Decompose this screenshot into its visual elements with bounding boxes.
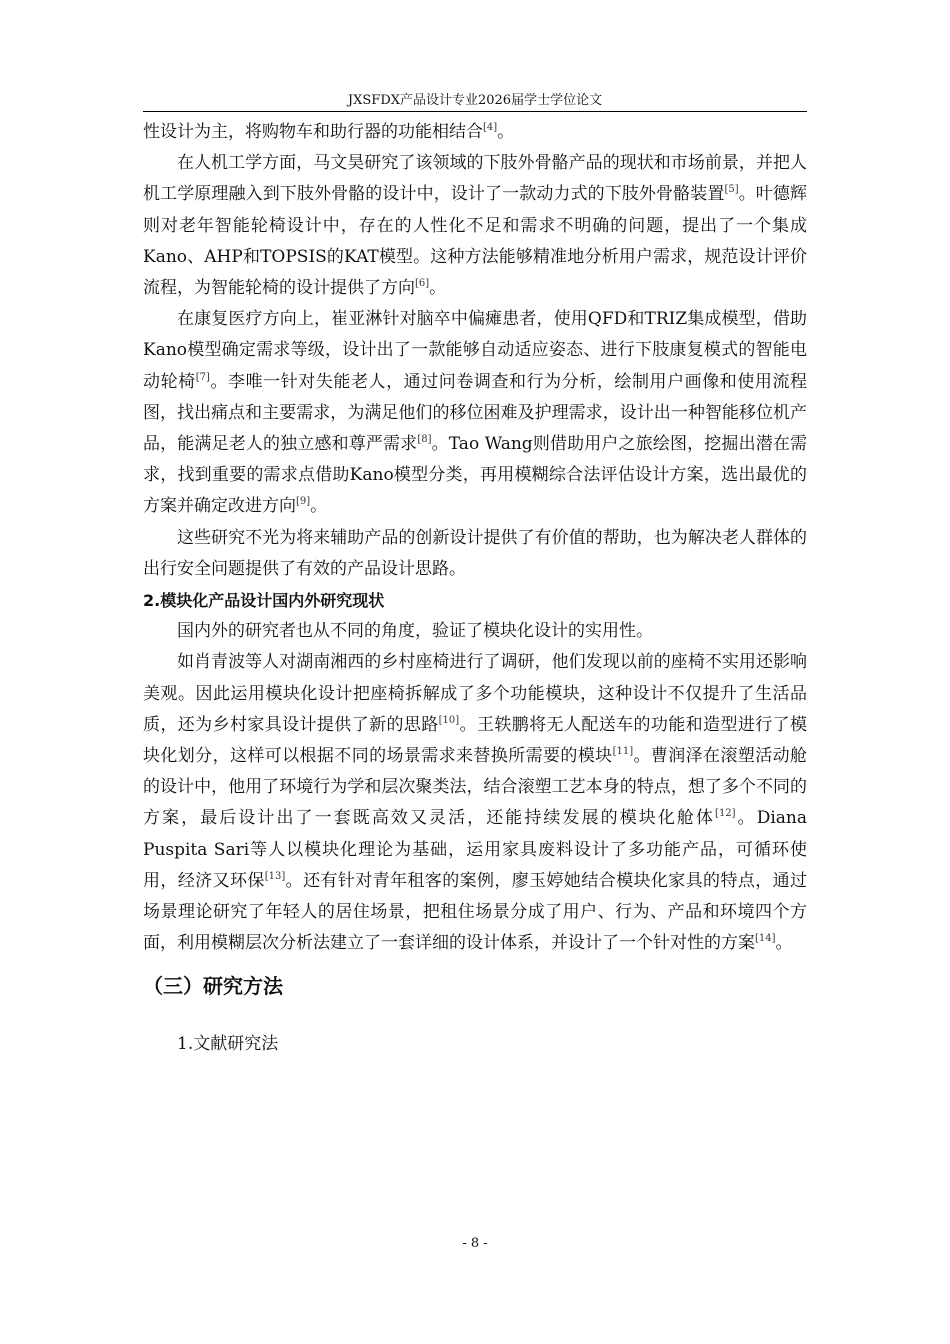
paragraph-modular-cases: 如肖青波等人对湖南湘西的乡村座椅进行了调研，他们发现以前的座椅不实用还影响美观。因此运用模块化设计把座椅拆解成了多个功能模块，这种设计不仅提升了生活品质，还为乡村家具设计提供了新的思路[10]。王轶鹏将无人配送车的功能和造型进行了模块化划分，这样可以根据不同的场景需求来替换所需要的模块[11]。曹润泽在滚塑活动舱的设计中，他用了环境行为学和层次聚类法，结合滚塑工艺本身的特点，想了多个不同的方案，最后设计出了一套既高效又灵活，还能持续发展的模块化舱体[12]。Diana Puspita Sari等人以模块化理论为基础，运用家具废料设计了多功能产品，可循环使用，经济又环保[13]。还有针对青年租客的案例，廖玉婷她结合模块化家具的特点，通过场景理论研究了年轻人的居住场景，把租住场景分成了用户、行为、产品和环境四个方面，利用模糊层次分析法建立了一套详细的设计体系，并设计了一个针对性的方案[14]。	[143, 652, 808, 954]
paragraph-summary: 这些研究不光为将来辅助产品的创新设计提供了有价值的帮助，也为解决老人群体的出行安全问题提供了有效的产品设计思路。	[143, 527, 807, 579]
section-heading: 2.模块化产品设计国内外研究现状	[143, 591, 385, 611]
citation-ref: [8]	[417, 434, 432, 446]
citation-ref: [14]	[755, 933, 776, 945]
subheading: 1.文献研究法	[177, 1034, 279, 1055]
citation-ref: [9]	[296, 496, 311, 508]
paragraph-rehabilitation: 在康复医疗方向上，崔亚淋针对脑卒中偏瘫患者，使用QFD和TRIZ集成模型，借助Kano模型确定需求等级，设计出了一款能够自动适应姿态、进行下肢康复模式的智能电动轮椅[7]。李唯一针对失能老人，通过问卷调查和行为分析，绘制用户画像和使用流程图，找出痛点和主要需求，为满足他们的移位困难及护理需求，设计出一种智能移位机产品，能满足老人的独立感和尊严需求[8]。Tao Wang则借助用户之旅绘图，挖掘出潜在需求，找到重要的需求点借助Kano模型分类，再用模糊综合法评估设计方案，选出最优的方案并确定改进方向[9]。	[143, 309, 808, 517]
page-number: - 8 -	[462, 1236, 488, 1251]
citation-ref: [7]	[195, 371, 210, 383]
chapter-heading: （三）研究方法	[143, 974, 283, 999]
paragraph-continuation: 性设计为主，将购物车和助行器的功能相结合[4]。	[143, 122, 515, 142]
paragraph-modular-intro: 国内外的研究者也从不同的角度，验证了模块化设计的实用性。	[177, 621, 653, 642]
citation-ref: [13]	[264, 870, 286, 882]
citation-ref: [12]	[715, 808, 736, 820]
header-rule	[143, 111, 807, 112]
paragraph-ergonomics: 在人机工学方面，马文昊研究了该领域的下肢外骨骼产品的现状和市场前景，并把人机工学原理融入到下肢外骨骼的设计中，设计了一款动力式的下肢外骨骼装置[5]。叶德辉则对老年智能轮椅设计中，存在的人性化不足和需求不明确的问题，提出了一个集成Kano、AHP和TOPSIS的KAT模型。这种方法能够精准地分析用户需求，规范设计评价流程，为智能轮椅的设计提供了方向[6]。	[143, 153, 808, 299]
citation-ref: [11]	[612, 746, 634, 758]
citation-ref: [5]	[724, 184, 739, 196]
citation-ref: [4]	[483, 122, 498, 133]
page-body	[143, 117, 807, 1061]
page-header: JXSFDX产品设计专业2026届学士学位论文	[347, 93, 603, 108]
citation-ref: [10]	[438, 714, 460, 726]
citation-ref: [6]	[415, 278, 430, 290]
